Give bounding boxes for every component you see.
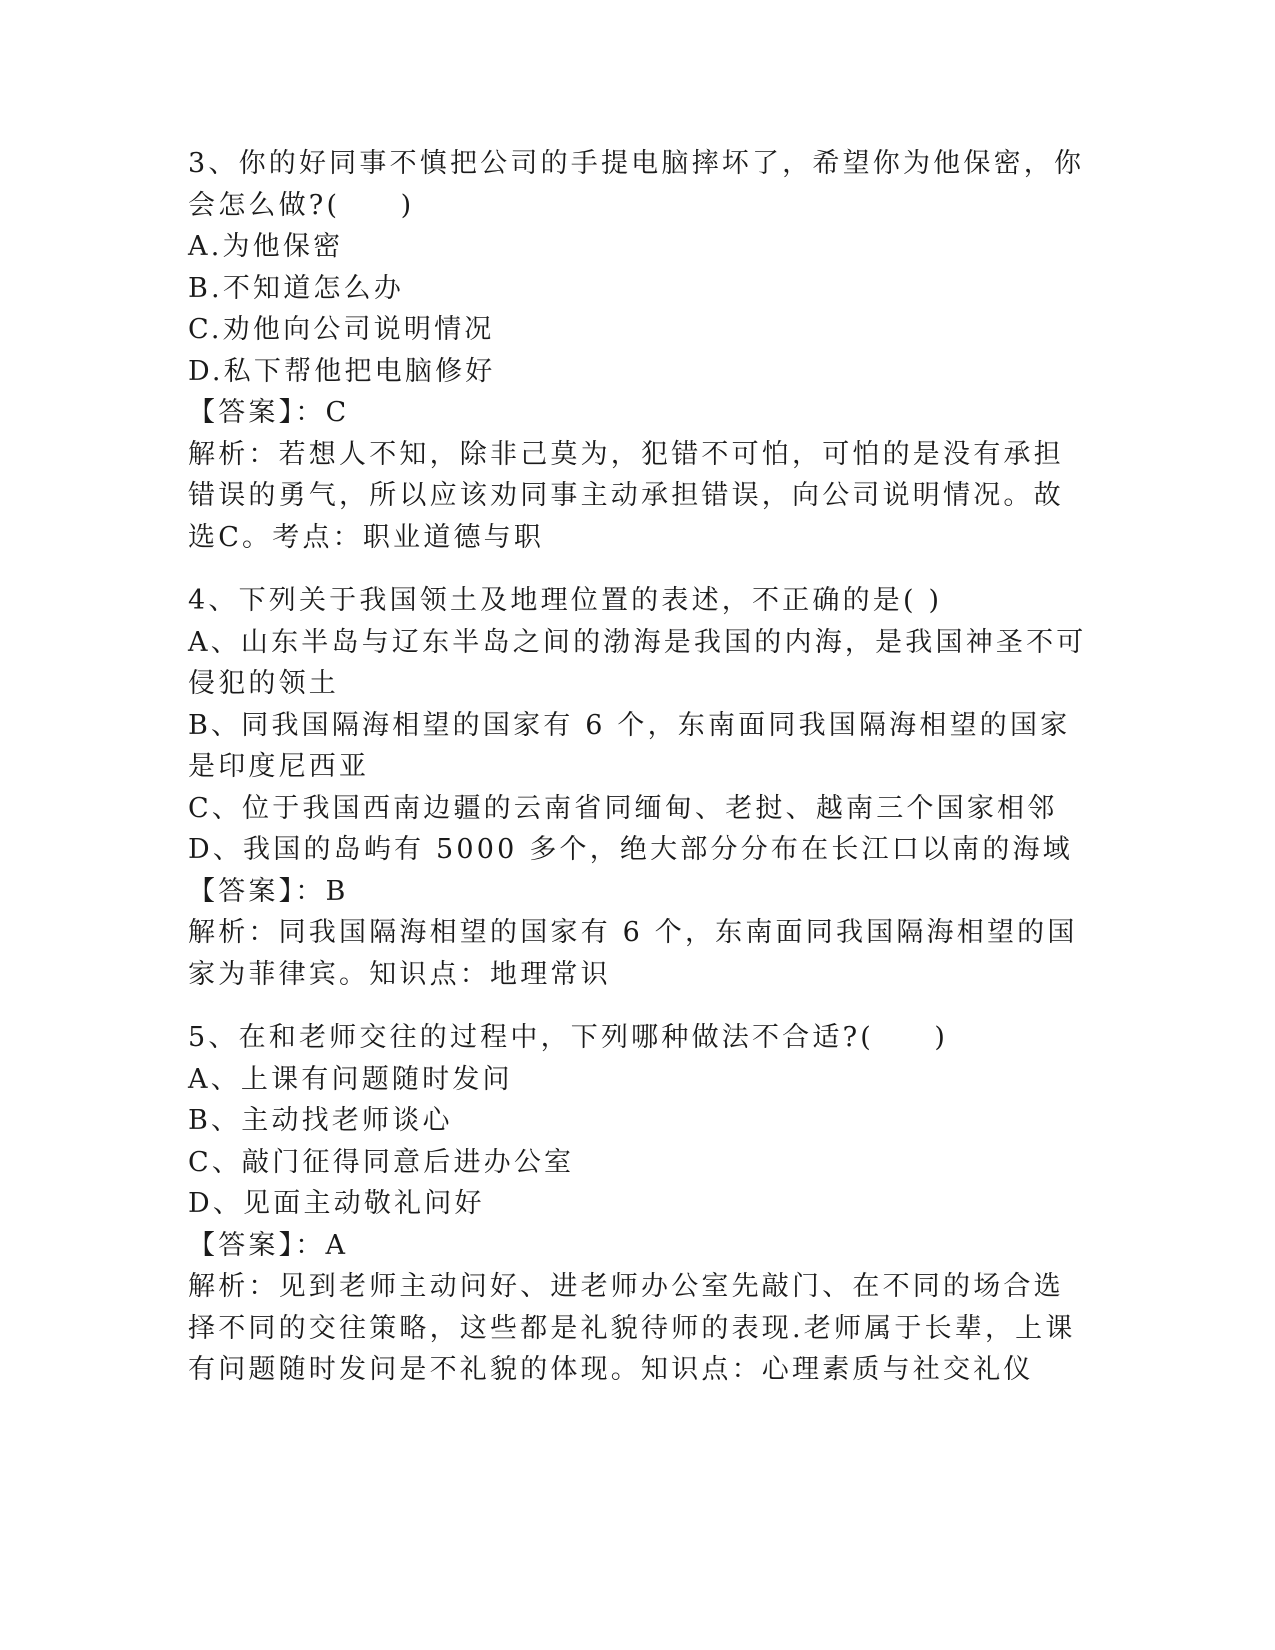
option-c: C、敲门征得同意后进办公室 xyxy=(188,1146,575,1178)
question-4 xyxy=(188,580,1088,995)
analysis-text: 解析：若想人不知，除非己莫为，犯错不可怕，可怕的是没有承担错误的勇气，所以应该劝同事主动承担错误，向公司说明情况。故选C。考点：职业道德与职 xyxy=(188,438,1064,553)
answer-line: 【答案】：A xyxy=(188,1229,349,1261)
analysis-text: 解析：见到老师主动问好、进老师办公室先敲门、在不同的场合选择不同的交往策略，这些都是礼貌待师的表现.老师属于长辈，上课有问题随时发问是不礼貌的体现。知识点：心理素质与社交礼仪 xyxy=(188,1271,1076,1385)
answer-line: 【答案】：C xyxy=(188,397,350,428)
option-c: C、位于我国西南边疆的云南省同缅甸、老挝、越南三个国家相邻 xyxy=(188,792,1058,824)
option-c: C.劝他向公司说明情况 xyxy=(188,314,495,345)
question-stem: 4、下列关于我国领土及地理位置的表述，不正确的是( ) xyxy=(188,585,943,616)
option-a: A、上课有问题随时发问 xyxy=(188,1063,513,1095)
option-d: D、见面主动敬礼问好 xyxy=(188,1188,485,1219)
question-stem: 3、你的好同事不慎把公司的手提电脑摔坏了，希望你为他保密，你会怎么做?( ) xyxy=(188,148,1085,221)
option-b: B、主动找老师谈心 xyxy=(188,1105,453,1136)
question-3 xyxy=(188,143,1088,558)
question-5 xyxy=(188,1017,1088,1391)
analysis-text: 解析：同我国隔海相望的国家有 6 个，东南面同我国隔海相望的国家为菲律宾。知识点：地理常识 xyxy=(188,917,1078,990)
option-a: A、山东半岛与辽东半岛之间的渤海是我国的内海，是我国神圣不可侵犯的领土 xyxy=(188,626,1087,699)
option-b: B、同我国隔海相望的国家有 6 个，东南面同我国隔海相望的国家是印度尼西亚 xyxy=(188,709,1071,782)
option-d: D.私下帮他把电脑修好 xyxy=(188,355,496,387)
option-a: A.为他保密 xyxy=(188,231,344,262)
question-list xyxy=(188,143,1088,1391)
question-stem: 5、在和老师交往的过程中，下列哪种做法不合适?( ) xyxy=(188,1022,949,1053)
option-d: D、我国的岛屿有 5000 多个，绝大部分分布在长江口以南的海域 xyxy=(188,834,1073,865)
option-b: B.不知道怎么办 xyxy=(188,272,405,304)
answer-line: 【答案】：B xyxy=(188,875,349,907)
